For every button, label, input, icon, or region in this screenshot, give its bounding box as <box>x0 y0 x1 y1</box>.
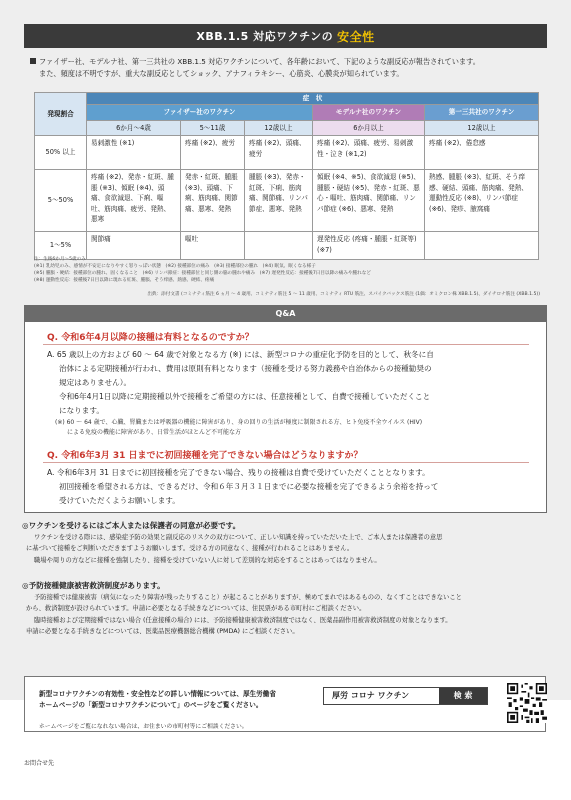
company-moderna: モデルナ社のワクチン <box>313 105 425 121</box>
footnote: (※5) 腫脹・硬結：接種部位の腫れ、固くなること (※6) リンパ節症：接種部位と同じ側の脇の腫れや痛み (※7) 遅発性反応：接種後7日目以降の痛みや腫れなど <box>34 271 371 276</box>
table-cell: 傾眠 (※4、※5)、食欲減退 (※5)、腫脹・硬結 (※5)、発赤・紅斑、悪心・嘔吐、筋肉痛、関節痛、リンパ節症 (※6)、悪寒、発熱 <box>313 170 425 232</box>
rate-cell: 5〜50% <box>35 170 87 232</box>
age-header: 6か月以上 <box>313 120 425 136</box>
source-citation: 出典：添付文書 (コミナティ筋注 6 ヵ月 〜 4 歳用、コミナティ筋注 5 〜 11 歳用、コミナティ RTU 筋注、スパイクバックス筋注 (1価：オミクロン株 XBB.1.5)、ダイチロナ筋注 (XBB.1.5)) <box>147 292 540 297</box>
search-button[interactable]: 検 索 <box>439 688 487 704</box>
contact-label: お問合せ先 <box>24 760 55 767</box>
answer-1 <box>47 348 525 418</box>
table-cell: 疼痛 (※2)、発赤・紅斑、腫脹 (※3)、傾眠 (※4)、頭痛、食欲減退、下痢、嘔吐、筋肉痛、疲労、発熱、悪寒 <box>87 170 181 232</box>
square-bullet-icon <box>30 58 36 64</box>
question-2: Q. 令和6年3月 31 日までに初回接種を完了できない場合はどうなりますか？ <box>47 451 363 461</box>
divider <box>43 462 529 463</box>
info-line: 新型コロナワクチンの有効性・安全性などの詳しい情報については、厚生労働省 <box>39 690 276 698</box>
table-cell: 腫脹 (※3)、発赤・紅斑、下痢、筋肉痛、関節痛、リンパ節症、悪寒、発熱 <box>245 170 313 232</box>
table-cell: 疼痛 (※2)、倦怠感 <box>425 136 539 170</box>
consent-line: ワクチンを受ける際には、感染症予防の効果と副反応のリスクの双方について、正しい知識を持っていただいた上で、ご本人または保護者の意思 <box>34 533 443 541</box>
footnote: (※1) 乳幼児のみ、感情が不安定になりやすく怒りっぽい状態 (※2) 接種部位の痛み (※3) 接種部位の腫れ (※4) 眠気、眠くなる様子 <box>34 264 316 269</box>
relief-line: 臨時接種および定期接種ではない場合 (任意接種の場合) には、予防接種健康被害救済制度ではなく、医薬品副作用被害救済制度の対象となります。 <box>34 616 452 624</box>
table-cell: 嘔吐 <box>181 232 245 260</box>
title-main: XBB.1.5 対応ワクチンの <box>196 30 334 43</box>
table-cell: 関節痛 <box>87 232 181 260</box>
table-cell: 疼痛 (※2)、疲労 <box>181 136 245 170</box>
search-box[interactable] <box>323 687 488 705</box>
answer-line: 治体による定期接種が行われ、費用は原則有料となります（接種を受ける努力義務や自治体からの接種勧奨の <box>59 364 432 373</box>
consent-heading: ◎ワクチンを受けるにはご本人または保護者の同意が必要です。 <box>22 521 241 530</box>
rate-header: 発現割合 <box>35 93 87 136</box>
answer-line: A. 65 歳以上の方および 60 〜 64 歳で対象となる方 (※) には、新型コロナの重症化予防を目的として、秋冬に自 <box>47 350 434 359</box>
qr-code-icon[interactable] <box>507 683 547 723</box>
intro-text <box>30 56 542 80</box>
age-header: 5〜11歳 <box>181 120 245 136</box>
qa-header: Q&A <box>25 306 546 322</box>
divider <box>43 344 529 345</box>
answer-2 <box>47 466 525 508</box>
info-line: ホームページの「新型コロナワクチンについて」のページをご覧ください。 <box>39 701 263 709</box>
info-box <box>24 676 546 732</box>
consent-line: 職場や周りの方などに接種を強制したり、接種を受けていない人に対して差別的な対応をすることはあってはなりません。 <box>34 556 381 564</box>
consent-line: に基づいて接種をご判断いただきますようお願いします。受ける方の同意なく、接種が行われることはありません。 <box>26 545 354 552</box>
table-footnotes <box>34 256 539 284</box>
table-row <box>35 170 539 232</box>
answer-line: 令和6年4月1日以降に定期接種以外で接種をご希望の方には、任意接種として、自費で接種していただくこと <box>59 392 431 401</box>
relief-section <box>22 580 550 638</box>
note-line: による免疫の機能に障害があり、日常生活がほとんど不可能な方 <box>67 429 242 436</box>
title-accent: 安全性 <box>337 29 375 44</box>
answer-line: 初回接種を希望される方は、できるだけ、令和６年３月３１日までに必要な接種を完了できるよう余裕を持って <box>59 482 439 491</box>
rate-cell: 1〜5% <box>35 232 87 260</box>
age-header: 6か月〜4歳 <box>87 120 181 136</box>
table-cell: 易刺激性 (※1) <box>87 136 181 170</box>
rate-cell: 50% 以上 <box>35 136 87 170</box>
info-text <box>39 689 329 711</box>
table-cell: 熱感、腫脹 (※3)、紅斑、そう痒感、硬結、頭痛、筋肉痛、発熱、運動性反応 (※8)、リンパ節症 (※6)、発疹、腋窩痛 <box>425 170 539 232</box>
table-cell: 疼痛 (※2)、頭痛、疲労、易刺激性・泣き (※1,2) <box>313 136 425 170</box>
relief-line: 申請に必要となる手続きなどについては、医薬品医療機器総合機構 (PMDA) にご相談ください。 <box>26 628 299 635</box>
table-cell: 疼痛 (※2)、頭痛、疲労 <box>245 136 313 170</box>
footnote: (※8) 運動性反応：接種後7日目以降に現れる紅斑、腫脹、そう痒感、熱感、硬結、疼痛 <box>34 278 215 283</box>
company-pfizer: ファイザー社のワクチン <box>87 105 313 121</box>
relief-heading: ◎予防接種健康被害救済制度があります。 <box>22 581 165 590</box>
intro-line-1: ファイザー社、モデルナ社、第一三共社の XBB.1.5 対応ワクチンについて、各年齢において、下記のような副反応が報告されています。 <box>39 57 480 66</box>
company-daiichi: 第一三共社のワクチン <box>425 105 539 121</box>
table-cell: 発赤・紅斑、腫脹 (※3)、頭痛、下痢、筋肉痛、関節痛、悪寒、発熱 <box>181 170 245 232</box>
page-title <box>24 24 547 48</box>
footnote: 注：生後6か月〜5歳のみ <box>34 257 86 262</box>
question-1: Q. 令和6年4月以降の接種は有料となるのですか？ <box>47 333 254 343</box>
answer-line: A. 令和6年3月 31 日までに初回接種を完了できない場合、残りの接種は自費で受けていただくこととなります。 <box>47 468 430 477</box>
table-cell: 遅発性反応 (疼痛・腫脹・紅斑等) (※7) <box>313 232 425 260</box>
consent-section <box>22 520 550 566</box>
age-header: 12歳以上 <box>245 120 313 136</box>
answer-line: になります。 <box>59 406 104 415</box>
answer-1-note <box>55 418 525 438</box>
side-effects-table <box>34 92 539 260</box>
relief-line: 予防接種では健康被害（病気になったり障害が残ったりすること）が起こることがありますが、極めてまれではあるものの、なくすことはできないこと <box>34 593 462 601</box>
table-row <box>35 136 539 170</box>
info-note: ホームページをご覧になれない場合は、お住まいの市町村等にご相談ください。 <box>39 724 248 730</box>
search-query[interactable]: 厚労 コロナ ワクチン <box>332 691 410 700</box>
note-line: (※) 60 〜 64 歳で、心臓、腎臓または呼吸器の機能に障害があり、身の回りの生活が極度に制限される方、ヒト免疫不全ウイルス (HIV) <box>55 419 423 426</box>
answer-line: 受けていただくようお願いします。 <box>59 496 180 505</box>
qa-box <box>24 305 547 513</box>
intro-line-2: また、頻度は不明ですが、重大な副反応としてショック、アナフィラキシー、心筋炎、心膜炎が知られています。 <box>39 69 404 78</box>
answer-line: 規定はありません）。 <box>59 378 132 387</box>
relief-line: から、救済制度が設けられています。申請に必要となる手続きなどについては、住民票がある市町村にご相談ください。 <box>26 605 366 612</box>
symptom-header: 症 状 <box>87 93 539 105</box>
age-header: 12歳以上 <box>425 120 539 136</box>
